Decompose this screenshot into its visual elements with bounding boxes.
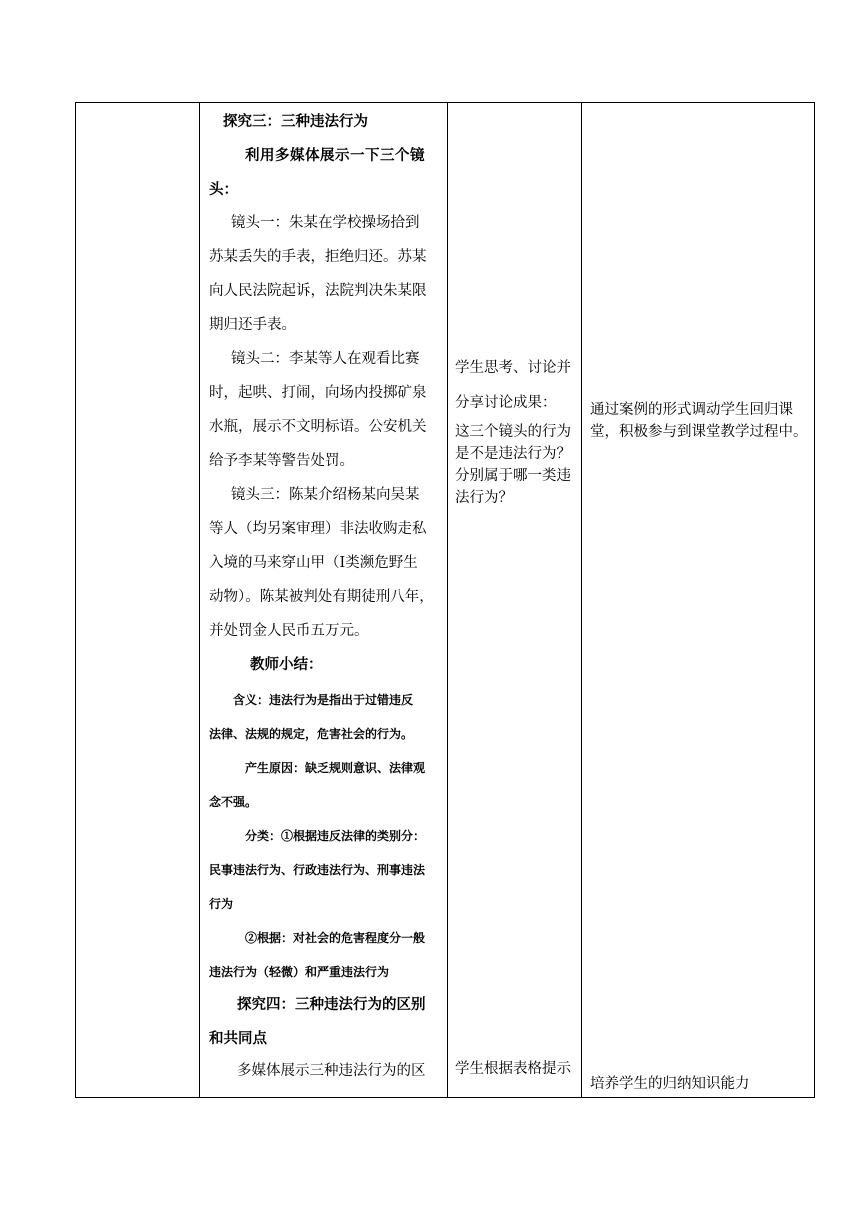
summary-line: 法律、法规的规定，危害社会的行为。 [209, 727, 414, 741]
activity-bottom-line: 学生根据表格提示 [455, 1061, 571, 1077]
activity-line: 学生思考、讨论并 [455, 360, 571, 376]
design-intent-cell [582, 103, 816, 1097]
teaching-process-cell [200, 103, 447, 1097]
activity-line: 法行为？ [455, 490, 513, 506]
lens1-line: 苏某丢失的手表，拒绝归还。苏某 [209, 249, 427, 265]
summary-line: 分类：①根据违反法律的类别分： [245, 829, 426, 843]
lens1-line: 向人民法院起诉，法院判决朱某限 [209, 283, 427, 299]
lens1-line: 期归还手表。 [209, 317, 296, 333]
intent-bottom-line: 培养学生的归纳知识能力 [590, 1076, 750, 1092]
lens2-line: 时，起哄、打闹，向场内投掷矿泉 [209, 385, 427, 401]
heading-explore-3: 探究三：三种违法行为 [223, 113, 368, 130]
summary-line: 民事违法行为、行政违法行为、刑事违法 [209, 863, 426, 877]
lens3-line: 并处罚金人民币五万元。 [209, 623, 369, 639]
lens2-line: 水瓶，展示不文明标语。公安机关 [209, 419, 427, 435]
empty-cell [76, 103, 199, 1097]
summary-line: 行为 [209, 897, 234, 911]
summary-line: 产生原因：缺乏规则意识、法律观 [245, 761, 426, 775]
intent-line: 通过案例的形式调动学生回归课 [590, 402, 793, 418]
lens2-line: 给予李某等警告处罚。 [209, 453, 354, 469]
summary-line: 含义：违法行为是指出于过错违反 [233, 693, 414, 707]
lens3-line: 镜头三：陈某介绍杨某向吴某 [231, 487, 420, 503]
lesson-table [75, 102, 815, 1098]
activity-line: 这三个镜头的行为 [455, 424, 571, 440]
heading-explore-4: 探究四：三种违法行为的区别 [237, 996, 426, 1013]
intent-line: 堂，积极参与到课堂教学过程中。 [590, 424, 808, 440]
activity-line: 是不是违法行为？ [455, 446, 571, 462]
intro-line: 头： [209, 181, 238, 198]
summary-line: 念不强。 [209, 795, 258, 809]
lens3-line: 动物）。陈某被判处有期徒刑八年， [209, 589, 434, 605]
activity-line: 分享讨论成果： [455, 395, 557, 411]
summary-line: ②根据：对社会的危害程度分一般 [245, 931, 426, 945]
last-line: 多媒体展示三种违法行为的区 [237, 1063, 426, 1079]
lens3-line: 入境的马来穿山甲（Ⅰ类濒危野生 [209, 555, 418, 571]
summary-line: 违法行为（轻微）和严重违法行为 [209, 965, 390, 979]
heading-explore-4: 和共同点 [209, 1030, 267, 1047]
summary-title: 教师小结： [250, 656, 323, 673]
lens2-line: 镜头二：李某等人在观看比赛 [231, 351, 420, 367]
activity-line: 分别属于哪一类违 [455, 468, 571, 484]
student-activity-cell [448, 103, 581, 1097]
intro-line: 利用多媒体展示一下三个镜 [245, 147, 425, 164]
lens3-line: 等人（均另案审理）非法收购走私 [209, 521, 427, 537]
lens1-line: 镜头一：朱某在学校操场拾到 [231, 215, 420, 231]
